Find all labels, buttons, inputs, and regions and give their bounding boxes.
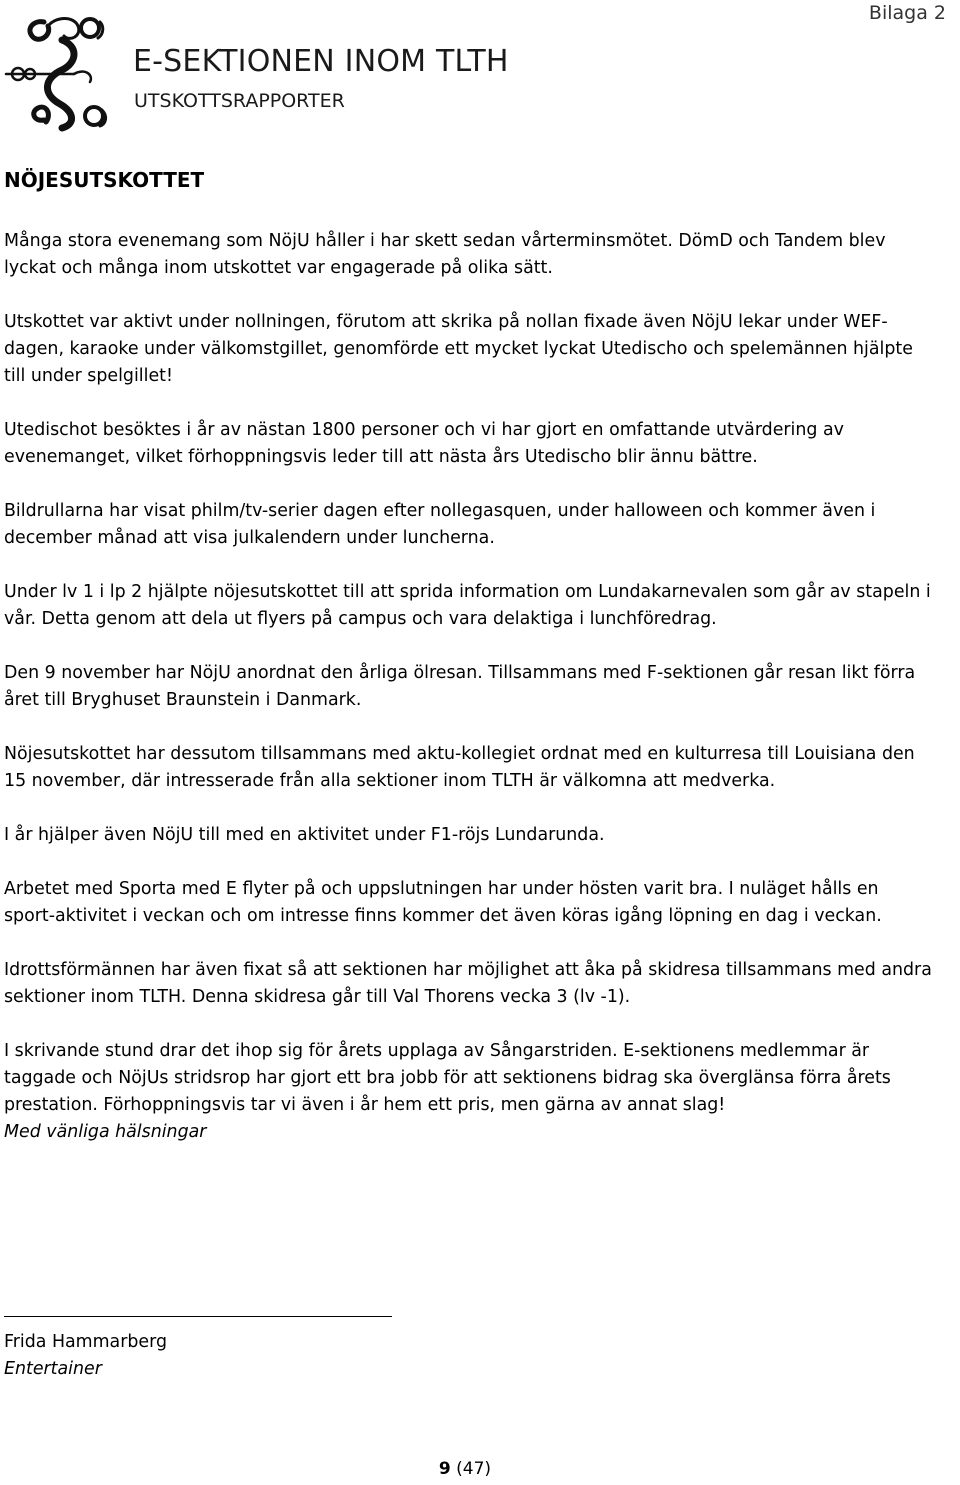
ornamental-e-monogram-icon — [4, 12, 116, 132]
closing-greeting: Med vänliga hälsningar — [4, 1122, 207, 1142]
paragraph: Den 9 november har NöjU anordnat den årliga ölresan. Tillsammans med F-sektionen går resan likt förra året till Bryghuset Braunstein i Danmark. — [4, 663, 916, 710]
organization-subtitle: UTSKOTTSRAPPORTER — [134, 90, 345, 112]
paragraph: Bildrullarna har visat philm/tv-serier dagen efter nollegasquen, under halloween och kommer även i december månad att visa julkalendern under luncherna. — [4, 501, 876, 548]
report-body — [4, 228, 934, 1173]
paragraph: Många stora evenemang som NöjU håller i har skett sedan vårterminsmötet. DömD och Tandem blev lyckat och många inom utskottet var engagerade på olika sätt. — [4, 231, 886, 278]
paragraph: Arbetet med Sporta med E flyter på och uppslutningen har under hösten varit bra. I nuläget hålls en sport-aktivitet i veckan och om intresse finns kommer det även köras igång löpning en dag i veckan. — [4, 879, 882, 926]
page-number — [0, 1459, 930, 1479]
paragraph: Utskottet var aktivt under nollningen, förutom att skrika på nollan fixade även NöjU lekar under WEF-dagen, karaoke under välkomstgillet, genomförde ett mycket lyckat Utedischo och spelemännen hjälpte till under spelgillet! — [4, 312, 913, 386]
paragraph: Nöjesutskottet har dessutom tillsammans med aktu-kollegiet ordnat med en kulturresa till Louisiana den 15 november, där intresserade från alla sektioner inom TLTH är välkomna att medverka. — [4, 744, 915, 791]
paragraph: I skrivande stund drar det ihop sig för årets upplaga av Sångarstriden. E-sektionens medlemmar är taggade och NöjUs stridsrop har gjort ett bra jobb för att sektionens bidrag ska överglänsa förra årets prestation. Förhoppningsvis tar vi även i år hem ett pris, men gärna av annat slag! — [4, 1041, 891, 1115]
signature-line — [4, 1316, 392, 1317]
total-pages: (47) — [456, 1459, 492, 1479]
current-page: 9 — [438, 1459, 451, 1479]
paragraph: Utedischot besöktes i år av nästan 1800 personer och vi har gjort en omfattande utvärdering av evenemanget, vilket förhoppningsvis leder till att nästa års Utedischo blir ännu bättre. — [4, 420, 844, 467]
paragraph: Idrottsförmännen har även fixat så att sektionen har möjlighet att åka på skidresa tillsammans med andra sektioner inom TLTH. Denna skidresa går till Val Thorens vecka 3 (lv -1). — [4, 960, 932, 1007]
signatory-role: Entertainer — [4, 1359, 102, 1379]
paragraph: Under lv 1 i lp 2 hjälpte nöjesutskottet till att sprida information om Lundakarnevalen som går av stapeln i vår. Detta genom att dela ut flyers på campus och vara delaktiga i lunchföredrag. — [4, 582, 931, 629]
paragraph: I år hjälper även NöjU till med en aktivitet under F1-röjs Lundarunda. — [4, 825, 605, 845]
organization-title: E-SEKTIONEN INOM TLTH — [133, 44, 509, 79]
appendix-label: Bilaga 2 — [868, 2, 946, 24]
section-heading: NÖJESUTSKOTTET — [4, 168, 205, 192]
signatory-name: Frida Hammarberg — [4, 1332, 167, 1352]
